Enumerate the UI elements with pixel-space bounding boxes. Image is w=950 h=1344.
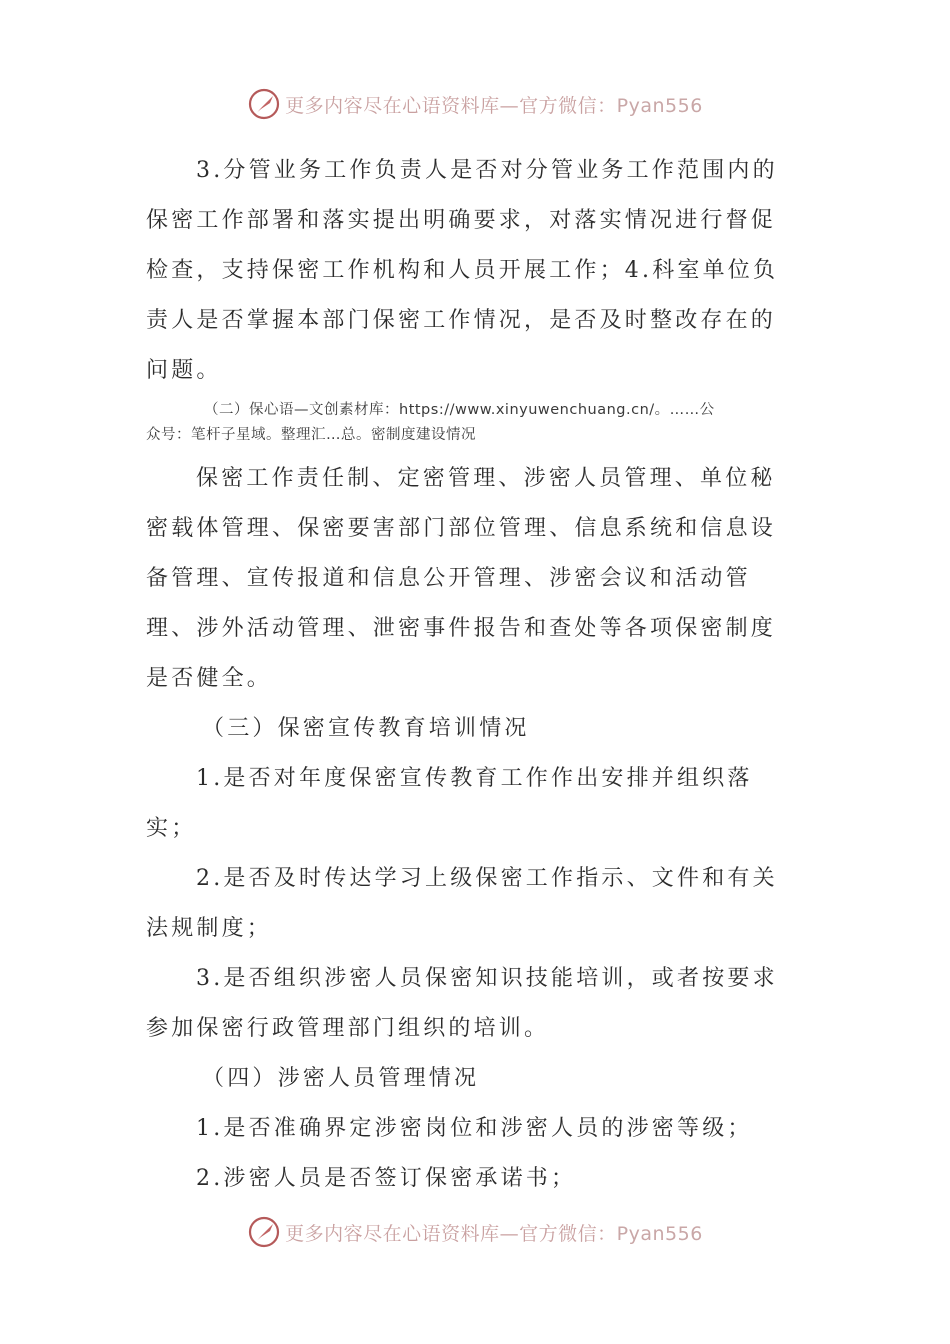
item-4-2: 2.涉密人员是否签订保密承诺书； <box>196 1166 577 1191</box>
quill-logo-icon <box>247 1215 281 1249</box>
item-3-1: 1.是否对年度保密宣传教育工作作出安排并组织落实； <box>146 766 753 841</box>
item-4-1: 1.是否准确界定涉密岗位和涉密人员的涉密等级； <box>196 1116 753 1141</box>
footer-banner <box>0 1212 950 1252</box>
banner-text <box>285 91 703 118</box>
section-heading-3: （三）保密宣传教育培训情况 <box>202 716 530 741</box>
wechat-id: Pyan556 <box>616 94 703 117</box>
wechat-id: Pyan556 <box>616 1222 703 1245</box>
header-banner <box>0 84 950 124</box>
paragraph-leadership-duties: 3.分管业务工作负责人是否对分管业务工作范围内的保密工作部署和落实提出明确要求，对落实情况进行督促检查，支持保密工作机构和人员开展工作；4.科室单位负责人是否掌握本部门保密工作情况，是否及时整改存在的问题。 <box>146 158 779 383</box>
watermark-note-line1: （二）保心语—文创素材库：https://www.xinyuwenchuang.cn/。……公 <box>204 402 715 418</box>
document-body <box>146 146 798 1204</box>
banner-label: 更多内容尽在心语资料库—官方微信： <box>285 1222 617 1245</box>
banner-text <box>285 1219 703 1246</box>
section-heading-4: （四）涉密人员管理情况 <box>202 1066 480 1091</box>
item-3-3: 3.是否组织涉密人员保密知识技能培训，或者按要求参加保密行政管理部门组织的培训。 <box>146 966 778 1041</box>
banner-label: 更多内容尽在心语资料库—官方微信： <box>285 94 617 117</box>
item-3-2: 2.是否及时传达学习上级保密工作指示、文件和有关法规制度； <box>146 866 778 941</box>
paragraph-system-building: 保密工作责任制、定密管理、涉密人员管理、单位秘密载体管理、保密要害部门部位管理、信息系统和信息设备管理、宣传报道和信息公开管理、涉密会议和活动管理、涉外活动管理、泄密事件报告和查处等各项保密制度是否健全。 <box>146 466 777 691</box>
quill-logo-icon <box>247 87 281 121</box>
watermark-note-line2: 众号：笔杆子星域。整理汇…总。密制度建设情况 <box>146 427 476 443</box>
watermark-note <box>146 398 798 448</box>
